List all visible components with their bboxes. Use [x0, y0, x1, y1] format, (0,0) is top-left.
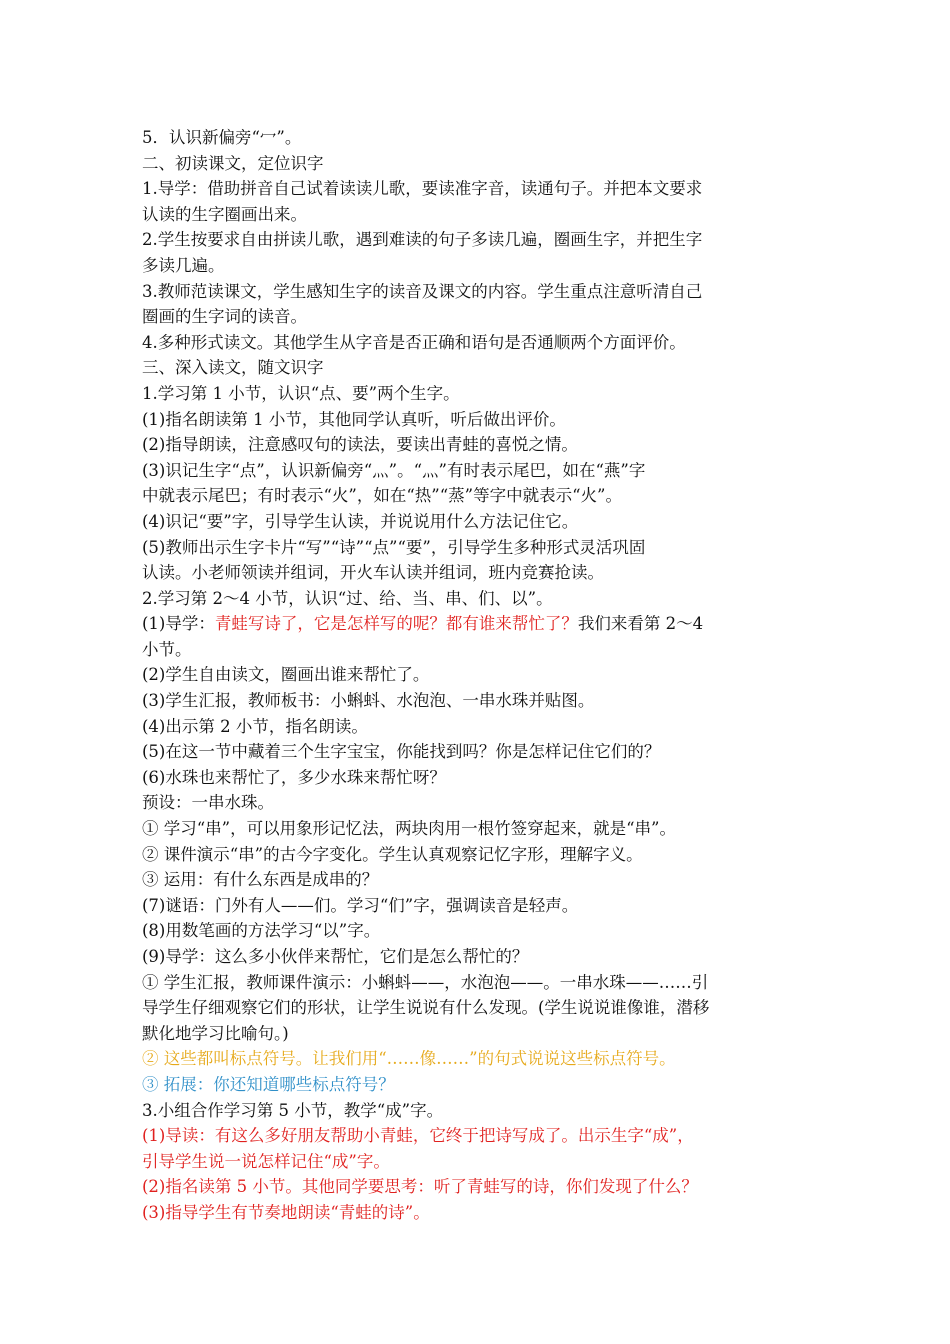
text-segment: (5)在这一节中藏着三个生字宝宝，你能找到吗？你是怎样记住它们的？	[142, 742, 661, 762]
text-line	[142, 842, 810, 868]
text-segment: 多读几遍。	[142, 255, 225, 275]
lesson-plan-body	[142, 125, 810, 1226]
text-segment: (4)出示第 2 小节，指名朗读。	[142, 716, 368, 736]
text-segment: 1.学习第 1 小节，认识“点、要”两个生字。	[142, 383, 460, 403]
text-line	[142, 1098, 810, 1124]
text-line	[142, 483, 810, 509]
text-line	[142, 381, 810, 407]
text-line	[142, 1200, 810, 1226]
text-line	[142, 1123, 810, 1149]
text-line	[142, 509, 810, 535]
text-line	[142, 918, 810, 944]
text-line	[142, 1174, 810, 1200]
text-segment: (3)学生汇报，教师板书：小蝌蚪、水泡泡、一串水珠并贴图。	[142, 691, 595, 711]
text-line	[142, 893, 810, 919]
text-line	[142, 790, 810, 816]
text-line	[142, 611, 810, 637]
text-segment: ② 课件演示“串”的古今字变化。学生认真观察记忆字形，理解字义。	[142, 844, 643, 864]
text-segment: 引导学生说一说怎样记住“成”字。	[142, 1151, 390, 1171]
text-segment: 3.小组合作学习第 5 小节，教学“成”字。	[142, 1100, 444, 1120]
text-line	[142, 995, 810, 1021]
text-line	[142, 227, 810, 253]
text-segment: (7)谜语：门外有人——们。学习“们”字，强调读音是轻声。	[142, 895, 579, 915]
text-line	[142, 253, 810, 279]
text-line	[142, 1046, 810, 1072]
text-line	[142, 535, 810, 561]
text-segment: 二、初读课文，定位识字	[142, 153, 324, 173]
text-segment: 2.学习第 2～4 小节，认识“过、给、当、串、们、以”。	[142, 588, 553, 608]
text-segment: 圈画的生字词的读音。	[142, 307, 307, 327]
text-segment: (4)识记“要”字，引导学生认读，并说说用什么方法记住它。	[142, 511, 579, 531]
text-segment: (3)识记生字“点”，认识新偏旁“灬”。“灬”有时表示尾巴，如在“燕”字	[142, 460, 646, 480]
text-segment: (8)用数笔画的方法学习“以”字。	[142, 921, 381, 941]
text-line	[142, 202, 810, 228]
text-segment: ① 学生汇报，教师课件演示：小蝌蚪——，水泡泡——。一串水珠——……引	[142, 972, 709, 992]
text-line	[142, 125, 810, 151]
text-line	[142, 688, 810, 714]
text-line	[142, 1021, 810, 1047]
text-segment: 中就表示尾巴；有时表示“火”，如在“热”“蒸”等字中就表示“火”。	[142, 486, 622, 506]
text-segment: 导学生仔细观察它们的形状，让学生说说有什么发现。(学生说说谁像谁，潜移	[142, 998, 710, 1018]
text-line	[142, 304, 810, 330]
text-segment: ② 这些都叫标点符号。让我们用“……像……”的句式说说这些标点符号。	[142, 1049, 676, 1069]
text-line	[142, 279, 810, 305]
text-segment: 1.导学：借助拼音自己试着读读儿歌，要读准字音，读通句子。并把本文要求	[142, 179, 703, 199]
text-segment: 预设：一串水珠。	[142, 793, 274, 813]
text-segment: (1)指名朗读第 1 小节，其他同学认真听，听后做出评价。	[142, 409, 566, 429]
text-line	[142, 816, 810, 842]
text-segment: (6)水珠也来帮忙了，多少水珠来帮忙呀？	[142, 767, 446, 787]
text-segment: 认读的生字圈画出来。	[142, 204, 307, 224]
text-segment: (1)导学：	[142, 614, 215, 634]
text-line	[142, 739, 810, 765]
text-segment: 我们来看第 2～4	[577, 614, 704, 634]
text-segment: (2)学生自由读文，圈画出谁来帮忙了。	[142, 665, 430, 685]
text-line	[142, 765, 810, 791]
text-line	[142, 637, 810, 663]
text-line	[142, 432, 810, 458]
text-line	[142, 970, 810, 996]
text-segment: (5)教师出示生字卡片“写”“诗”“点”“要”，引导学生多种形式灵活巩固	[142, 537, 646, 557]
text-segment: 2.学生按要求自由拼读儿歌，遇到难读的句子多读几遍，圈画生字，并把生字	[142, 230, 703, 250]
text-segment: (2)指名读第 5 小节。其他同学要思考：听了青蛙写的诗，你们发现了什么？	[142, 1177, 698, 1197]
text-segment: ① 学习“串”，可以用象形记忆法，两块肉用一根竹签穿起来，就是“串”。	[142, 819, 676, 839]
text-line	[142, 458, 810, 484]
text-line	[142, 867, 810, 893]
text-segment: ③ 拓展：你还知道哪些标点符号？	[142, 1074, 395, 1094]
text-line	[142, 176, 810, 202]
text-segment: 三、深入读文，随文识字	[142, 358, 324, 378]
text-segment: (9)导学：这么多小伙伴来帮忙，它们是怎么帮忙的？	[142, 947, 529, 966]
text-line	[142, 330, 810, 356]
text-segment: 认读。小老师领读并组词，开火车认读并组词，班内竞赛抢读。	[142, 563, 604, 583]
text-line	[142, 151, 810, 177]
text-segment: ③ 运用：有什么东西是成串的？	[142, 870, 379, 890]
text-line	[142, 1149, 810, 1175]
text-line	[142, 944, 810, 970]
text-segment: 5．认识新偏旁“冖”。	[142, 128, 302, 147]
text-segment: 4.多种形式读文。其他学生从字音是否正确和语句是否通顺两个方面评价。	[142, 332, 686, 352]
text-line	[142, 662, 810, 688]
text-segment: (2)指导朗读，注意感叹句的读法，要读出青蛙的喜悦之情。	[142, 435, 578, 455]
text-segment: 3.教师范读课文，学生感知生字的读音及课文的内容。学生重点注意听清自己	[142, 281, 703, 301]
text-line	[142, 560, 810, 586]
text-segment: 青蛙写诗了，它是怎样写的呢？都有谁来帮忙了？	[214, 614, 578, 634]
text-line	[142, 1072, 810, 1098]
text-line	[142, 407, 810, 433]
text-segment: 小节。	[142, 639, 192, 659]
text-segment: (1)导读：有这么多好朋友帮助小青蛙，它终于把诗写成了。出示生字“成”，	[142, 1126, 694, 1146]
text-line	[142, 714, 810, 740]
text-segment: (3)指导学生有节奏地朗读“青蛙的诗”。	[142, 1202, 430, 1222]
text-segment: 默化地学习比喻句。)	[142, 1023, 289, 1043]
text-line	[142, 586, 810, 612]
text-line	[142, 355, 810, 381]
